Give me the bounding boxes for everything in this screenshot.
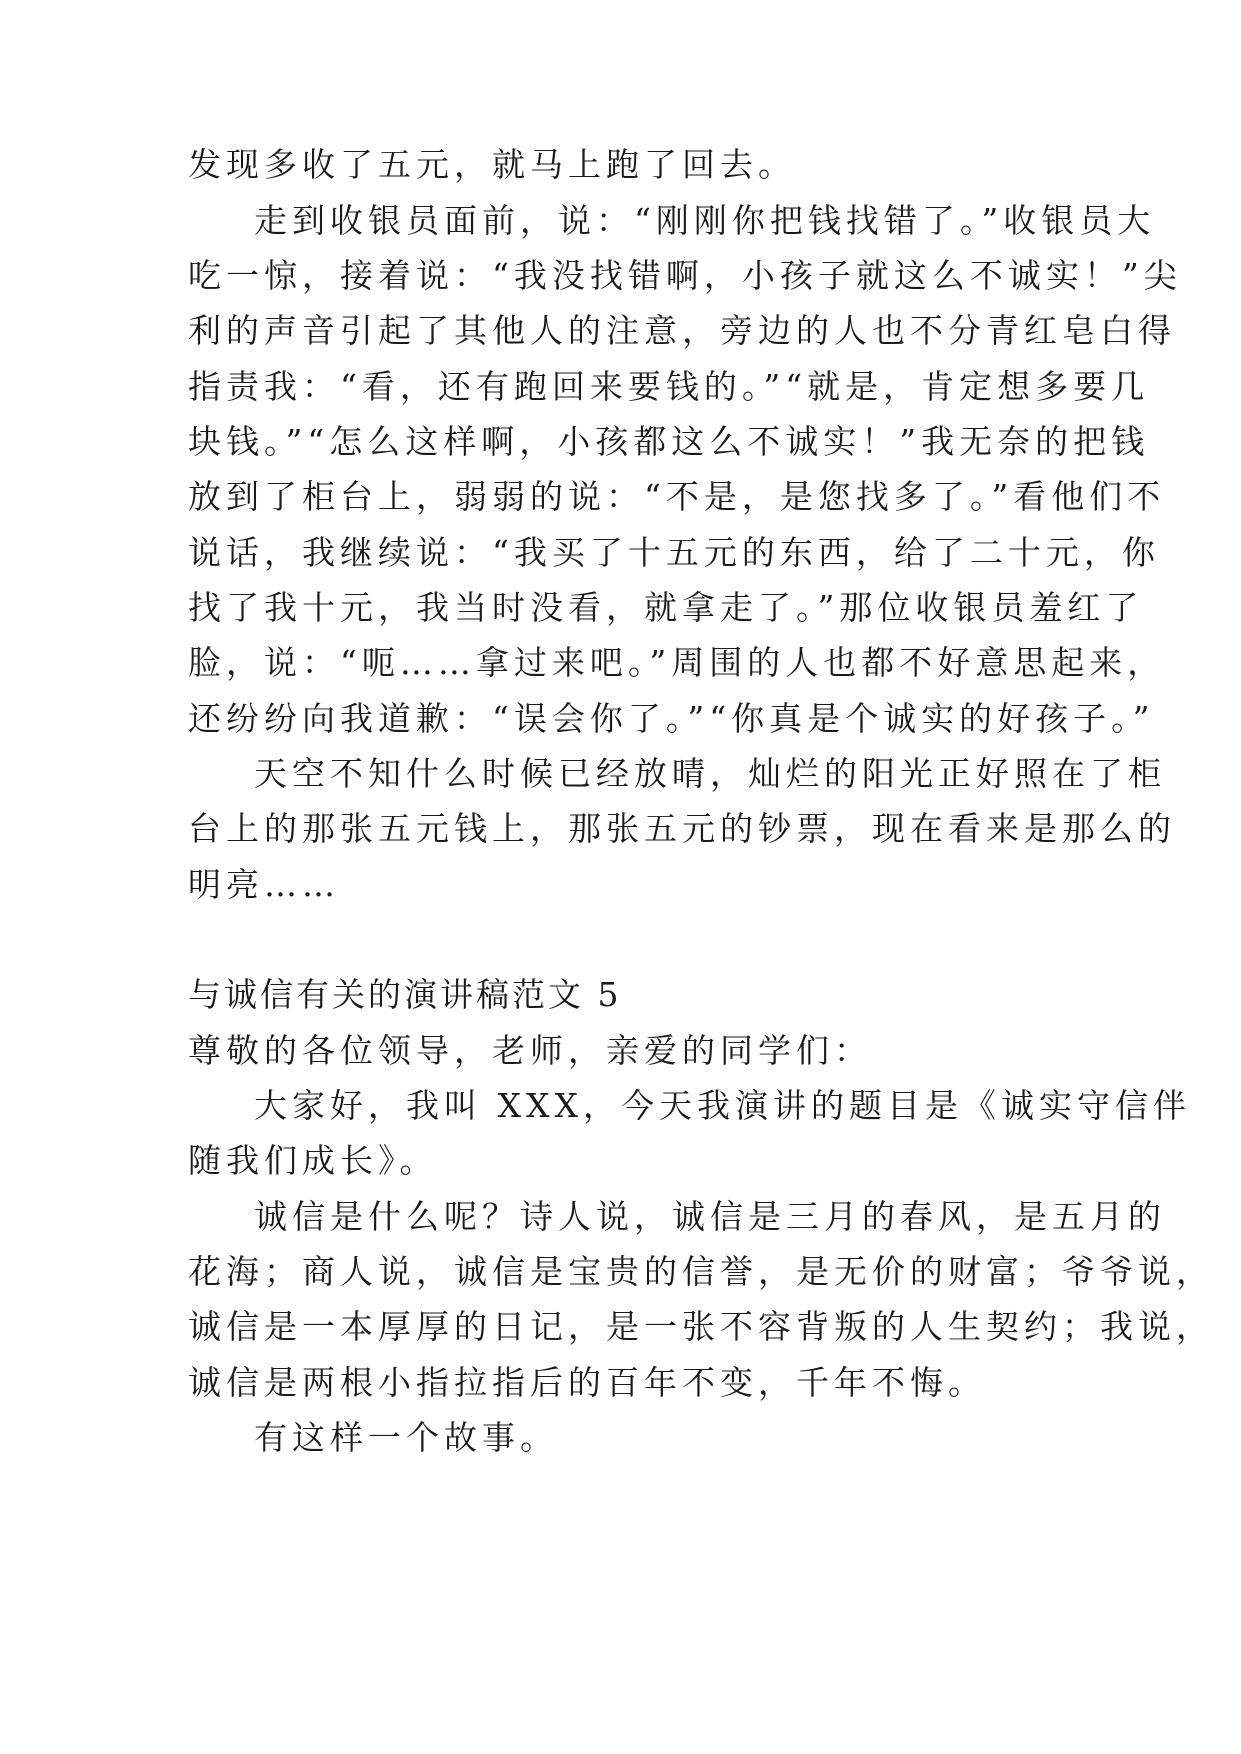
text-line: 台上的那张五元钱上，那张五元的钞票，现在看来是那么的 [188,809,1176,848]
text-line: 说话，我继续说：“我买了十五元的东西，给了二十元，你 [188,533,1160,572]
paragraph-start-line: 走到收银员面前，说：“刚刚你把钱找错了。”收银员大 [254,201,1156,240]
paragraph-start-line: 天空不知什么时候已经放晴，灿烂的阳光正好照在了柜 [254,754,1166,793]
text-line: 发现多收了五元，就马上跑了回去。 [188,145,796,184]
text-line: 明亮…… [188,865,340,904]
paragraph-start-line: 有这样一个故事。 [254,1418,558,1457]
text-line: 随我们成长》。 [188,1141,438,1180]
text-line: 块钱。”“怎么这样啊，小孩都这么不诚实！”我无奈的把钱 [188,422,1150,461]
text-line: 利的声音引起了其他人的注意，旁边的人也不分青红皂白得 [188,311,1176,350]
text-line: 脸，说：“呃……拿过来吧。”周围的人也都不好意思起来， [188,643,1166,682]
text-line: 诚信是一本厚厚的日记，是一张不容背叛的人生契约；我说， [188,1307,1214,1346]
text-line: 花海；商人说，诚信是宝贵的信誉，是无价的财富；爷爷说， [188,1252,1214,1291]
paragraph-start-line: 大家好，我叫 XXX，今天我演讲的题目是《诚实守信伴 [254,1086,1191,1125]
text-line: 找了我十元，我当时没看，就拿走了。”那位收银员羞红了 [188,588,1144,627]
text-line: 诚信是两根小指拉指后的百年不变，千年不悔。 [188,1363,986,1402]
text-line: 还纷纷向我道歉：“误会你了。”“你真是个诚实的好孩子。” [188,699,1155,738]
text-line: 吃一惊，接着说：“我没找错啊，小孩子就这么不诚实！”尖 [188,256,1182,295]
speech-title: 与诚信有关的演讲稿范文 5 [188,975,622,1014]
salutation-line: 尊敬的各位领导，老师，亲爱的同学们： [188,1031,872,1070]
paragraph-start-line: 诚信是什么呢？诗人说，诚信是三月的春风，是五月的 [254,1197,1166,1236]
text-line: 指责我：“看，还有跑回来要钱的。”“就是，肯定想多要几 [188,367,1150,406]
text-line: 放到了柜台上，弱弱的说：“不是，是您找多了。”看他们不 [188,477,1166,516]
